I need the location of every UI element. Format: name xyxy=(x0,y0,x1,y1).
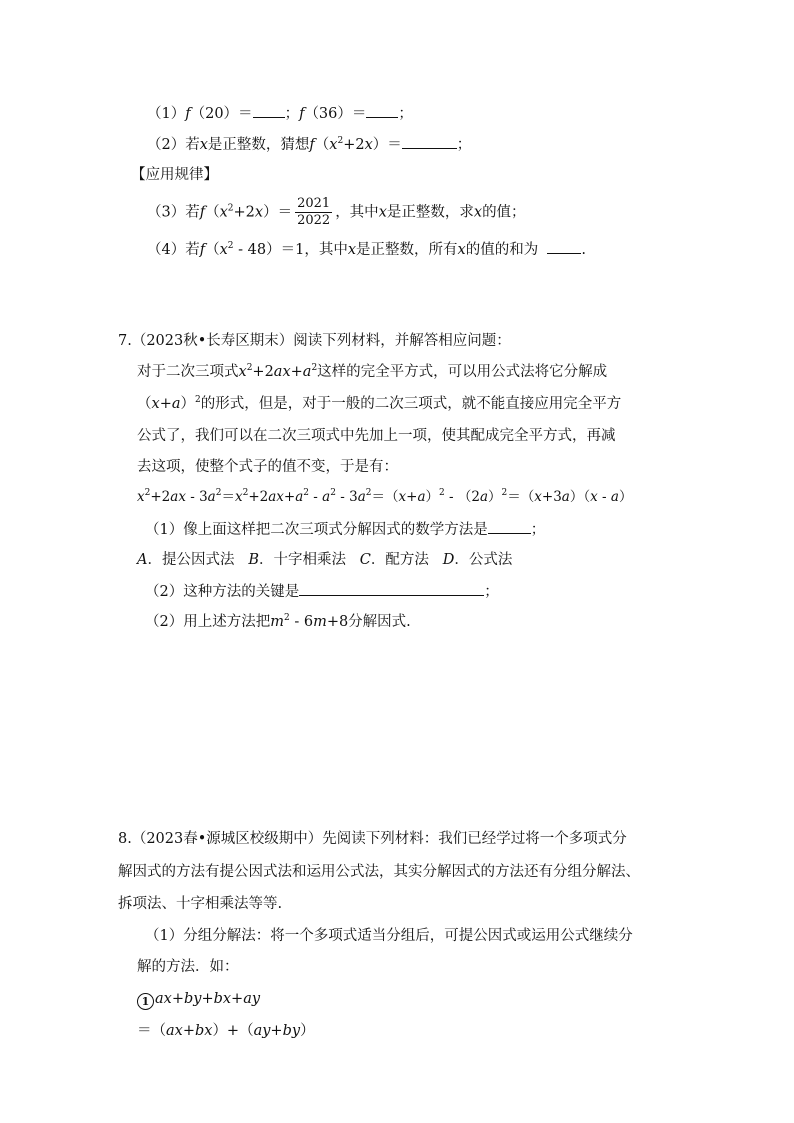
text: + xyxy=(406,489,418,505)
answer-blank[interactable] xyxy=(402,134,457,149)
denominator: 2022 xyxy=(297,213,331,228)
text: ； xyxy=(456,137,472,153)
var: x xyxy=(151,396,160,412)
text: +3 xyxy=(541,489,562,505)
text: ） xyxy=(425,489,439,505)
text: （4）若 xyxy=(147,242,200,258)
text: - （2 xyxy=(444,489,480,505)
exponent: 2 xyxy=(215,488,222,498)
p8-example1 xyxy=(137,989,260,1010)
text: 是正整数，所有 xyxy=(356,242,458,258)
option-b[interactable] xyxy=(248,552,346,568)
text: ； xyxy=(484,584,499,600)
var: ax xyxy=(268,489,284,505)
option-c[interactable] xyxy=(360,552,429,568)
text: ＝（ xyxy=(137,1023,166,1039)
text: ）＝ xyxy=(263,204,293,221)
exponent: 2 xyxy=(195,395,201,405)
p8-line5: 解的方法．如： xyxy=(137,959,239,975)
text: - xyxy=(309,489,323,505)
expression: ax+by+bx+ay xyxy=(155,991,261,1007)
var: x xyxy=(329,137,338,153)
exponent: 2 xyxy=(330,488,336,498)
text: 是正整数，求 xyxy=(386,204,474,221)
var: x xyxy=(137,489,145,505)
var: x xyxy=(234,489,243,505)
var: a xyxy=(302,364,312,380)
func-f: f xyxy=(299,106,305,122)
p7-line2 xyxy=(137,394,621,414)
sep: ； xyxy=(398,106,413,122)
text: （2）用上述方法把 xyxy=(145,614,271,630)
var: a xyxy=(322,489,331,505)
sep: ； xyxy=(284,106,300,122)
exponent: 2 xyxy=(283,613,290,623)
text: （ xyxy=(314,137,330,153)
text: ＝（ xyxy=(507,489,535,505)
text: ，其中 xyxy=(335,204,379,221)
p7-q3 xyxy=(145,612,411,632)
var: x xyxy=(534,489,542,505)
p8-header: 8.（2023春•源城区校级期中）先阅读下列材料：我们已经学过将一个多项式分 xyxy=(118,831,627,847)
option-letter: C xyxy=(359,552,371,568)
fraction xyxy=(295,196,332,229)
exponent: 2 xyxy=(144,488,151,498)
text: ＝ xyxy=(221,489,235,505)
p8-line2: 解因式的方法有提公因式法和运用公式法，其实分解因式的方法还有分组分解法、 xyxy=(118,864,640,880)
p7-q2 xyxy=(145,581,499,602)
var: x xyxy=(398,489,407,505)
text: + xyxy=(159,396,172,412)
var: a xyxy=(479,489,489,505)
option-letter: B xyxy=(248,552,259,568)
text: 的值； xyxy=(482,204,526,221)
p7-equation xyxy=(137,487,632,507)
q-number: （1） xyxy=(147,106,186,122)
p8-example2 xyxy=(137,1021,315,1041)
func-f: f xyxy=(309,137,315,153)
var: x xyxy=(457,242,466,258)
exponent: 2 xyxy=(227,241,234,251)
option-text: ．公式法 xyxy=(454,552,513,568)
text: +8分解因式. xyxy=(326,614,411,630)
func-f: f xyxy=(199,204,206,221)
text: ） xyxy=(180,396,195,412)
text: - 3 xyxy=(335,489,358,505)
text: 的形式，但是，对于一般的二次三项式，就不能直接应用完全平方 xyxy=(200,396,622,412)
text: +2 xyxy=(233,204,255,221)
text: ； xyxy=(530,522,546,538)
var: x xyxy=(473,204,483,221)
p8-line3: 拆项法、十字相乘法等等. xyxy=(118,896,283,912)
var: a xyxy=(357,489,366,505)
text: ） xyxy=(488,489,502,505)
text: （1）像上面这样把二次三项式分解因式的数学方法是 xyxy=(145,522,488,538)
var: x xyxy=(364,137,373,153)
text: + xyxy=(283,489,296,505)
var: a xyxy=(207,489,216,505)
p6-q2 xyxy=(147,134,471,155)
var: x xyxy=(238,364,247,380)
circled-number: 1 xyxy=(137,993,154,1010)
text: ）＝ xyxy=(372,137,402,153)
answer-blank[interactable] xyxy=(366,103,398,118)
text: （ xyxy=(205,242,220,258)
p7-line1 xyxy=(137,362,607,382)
p6-q3 xyxy=(147,196,526,229)
p7-options xyxy=(137,550,512,570)
exponent: 2 xyxy=(311,363,318,373)
var: ax xyxy=(273,364,291,380)
p6-q4 xyxy=(147,239,586,260)
exponent: 2 xyxy=(439,488,445,498)
text: + xyxy=(290,364,303,380)
text: - xyxy=(597,489,611,505)
expression: ay+by xyxy=(253,1023,301,1039)
var: x xyxy=(347,242,357,258)
text: 这样的完全平方式，可以用公式法将它分解成 xyxy=(317,364,608,380)
option-letter: A xyxy=(137,552,148,568)
exponent: 2 xyxy=(227,203,234,214)
option-d[interactable] xyxy=(443,552,513,568)
text: - 3 xyxy=(185,489,208,505)
arg: （36）＝ xyxy=(304,106,367,122)
text: 对于二次三项式 xyxy=(137,364,239,380)
answer-blank[interactable] xyxy=(299,581,484,596)
text: +2 xyxy=(248,489,269,505)
text: . xyxy=(581,242,587,258)
var: m xyxy=(270,614,284,630)
p7-q1 xyxy=(145,519,545,540)
var: a xyxy=(561,489,570,505)
text: - 48）＝1，其中 xyxy=(233,242,348,258)
var: x xyxy=(378,204,387,221)
p7-line4: 去这项，使整个式子的值不变，于是有： xyxy=(137,459,398,475)
var: x xyxy=(219,204,228,221)
text: ＝（ xyxy=(371,489,399,505)
numerator: 2021 xyxy=(297,196,331,211)
var: m xyxy=(313,614,327,630)
text: ）（ xyxy=(569,489,591,505)
exponent: 2 xyxy=(246,363,253,373)
text: ） xyxy=(300,1023,315,1039)
text: 是正整数，猜想 xyxy=(207,137,310,153)
p8-line4: （1）分组分解法：将一个多项式适当分组后，可提公因式或运用公式继续分 xyxy=(145,928,633,944)
answer-blank[interactable] xyxy=(253,103,285,118)
var: ax xyxy=(170,489,186,505)
var: a xyxy=(295,489,304,505)
var: a xyxy=(417,489,426,505)
option-a[interactable] xyxy=(137,552,234,568)
exponent: 2 xyxy=(337,136,344,146)
var: a xyxy=(171,396,181,412)
p7-header: 7.（2023秋•长寿区期末）阅读下列材料，并解答相应问题： xyxy=(118,333,511,349)
text: （3）若 xyxy=(147,204,200,221)
text: （2）这种方法的关键是 xyxy=(145,584,300,600)
func-f: f xyxy=(199,242,206,258)
text: （ xyxy=(205,204,220,221)
exponent: 2 xyxy=(365,488,372,498)
text: （2）若 xyxy=(147,137,200,153)
section-heading: 【应用规律】 xyxy=(131,167,218,183)
p7-line3: 公式了，我们可以在二次三项式中先加上一项，使其配成完全平方式，再减 xyxy=(137,428,616,444)
option-text: ．配方法 xyxy=(370,552,429,568)
text: +2 xyxy=(150,489,171,505)
text: +2 xyxy=(252,364,274,380)
option-text: ．十字相乘法 xyxy=(258,552,346,568)
var: a xyxy=(610,489,619,505)
text: ）+（ xyxy=(212,1023,254,1039)
text: （ xyxy=(137,396,152,412)
text: 的值的和为 xyxy=(465,242,539,258)
var: x xyxy=(590,489,598,505)
answer-blank[interactable] xyxy=(547,239,581,254)
option-letter: D xyxy=(442,552,455,568)
exponent: 2 xyxy=(501,488,508,498)
answer-blank[interactable] xyxy=(488,519,531,534)
arg: （20）＝ xyxy=(190,106,253,122)
option-text: ．提公因式法 xyxy=(147,552,235,568)
text: +2 xyxy=(343,137,365,153)
exponent: 2 xyxy=(303,488,310,498)
exponent: 2 xyxy=(242,488,249,498)
text: ） xyxy=(618,489,633,505)
var: x xyxy=(199,137,208,153)
p6-q1 xyxy=(147,103,413,124)
expression: ax+bx xyxy=(166,1023,213,1039)
func-f: f xyxy=(185,106,191,122)
var: x xyxy=(219,242,228,258)
text: - 6 xyxy=(289,614,314,630)
var: x xyxy=(254,204,264,221)
